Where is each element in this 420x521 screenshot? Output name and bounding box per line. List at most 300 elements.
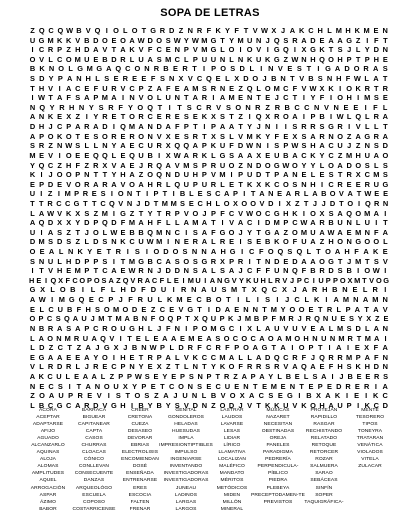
grid-letter: Q	[365, 198, 371, 208]
word-item: LIDIAR	[223, 436, 241, 442]
grid-letter: E	[354, 391, 360, 401]
grid-letter: Q	[291, 266, 298, 276]
grid-letter: T	[174, 362, 180, 372]
grid-letter: A	[337, 35, 343, 45]
grid-letter: X	[66, 112, 72, 122]
grid-letter: Y	[265, 131, 271, 141]
grid-letter: B	[38, 400, 45, 410]
grid-letter: P	[211, 64, 217, 74]
grid-letter: M	[228, 93, 235, 103]
grid-letter: D	[256, 170, 262, 180]
grid-letter: U	[147, 141, 153, 151]
word-item: FRENAR	[129, 506, 151, 512]
grid-letter: R	[156, 141, 162, 151]
grid-letter: V	[299, 74, 305, 84]
grid-letter: L	[225, 74, 230, 84]
grid-letter: I	[112, 122, 115, 132]
grid-letter: P	[118, 371, 124, 381]
grid-letter: J	[202, 208, 207, 218]
grid-letter: N	[328, 131, 334, 141]
grid-letter: A	[108, 275, 114, 285]
grid-letter: M	[246, 131, 253, 141]
grid-letter: B	[66, 304, 73, 314]
grid-letter: N	[313, 102, 320, 112]
grid-letter: S	[30, 141, 35, 151]
grid-letter: H	[120, 400, 126, 410]
grid-letter: E	[153, 371, 159, 381]
grid-letter: Q	[319, 352, 325, 362]
grid-letter: D	[156, 122, 162, 132]
grid-letter: T	[316, 247, 321, 257]
grid-letter: I	[185, 323, 188, 333]
grid-letter: J	[347, 45, 352, 55]
grid-letter: R	[292, 352, 298, 362]
grid-letter: I	[320, 179, 324, 189]
grid-letter: T	[256, 256, 261, 266]
grid-letter: I	[221, 218, 224, 228]
grid-letter: E	[319, 362, 325, 372]
grid-letter: P	[250, 371, 256, 381]
grid-letter: T	[374, 83, 379, 93]
grid-letter: E	[346, 179, 352, 189]
grid-letter: Z	[66, 45, 71, 55]
grid-letter: W	[191, 35, 199, 45]
grid-letter: A	[319, 227, 325, 237]
grid-letter: F	[159, 275, 165, 285]
grid-letter: L	[303, 189, 309, 199]
grid-letter: K	[29, 170, 36, 180]
grid-letter: K	[201, 150, 208, 160]
grid-letter: D	[310, 35, 316, 45]
grid-letter: Z	[238, 112, 243, 122]
grid-letter: Q	[147, 102, 153, 112]
grid-row	[28, 228, 390, 238]
grid-letter: T	[48, 93, 53, 103]
grid-letter: A	[333, 295, 339, 305]
grid-letter: N	[346, 218, 352, 228]
grid-letter: T	[337, 256, 343, 266]
grid-letter: W	[327, 227, 335, 237]
grid-letter: V	[210, 170, 216, 180]
grid-letter: A	[124, 314, 130, 324]
grid-letter: V	[138, 93, 144, 103]
grid-letter: E	[355, 179, 361, 189]
grid-letter: S	[93, 131, 99, 141]
grid-letter: U	[113, 381, 119, 391]
grid-letter: N	[301, 54, 307, 64]
grid-letter: M	[219, 352, 226, 362]
grid-letter: M	[300, 227, 307, 237]
word-item: LARGOS	[175, 506, 197, 512]
grid-letter: I	[172, 189, 175, 199]
grid-letter: E	[57, 112, 63, 122]
grid-letter: A	[259, 189, 265, 199]
word-item: ENCOMIENDAN	[121, 457, 159, 463]
grid-letter: L	[75, 362, 80, 372]
grid-letter: H	[147, 218, 153, 228]
grid-letter: W	[38, 295, 46, 305]
grid-letter: N	[29, 381, 36, 391]
word-item: MILLÓN	[222, 499, 242, 505]
grid-letter: Y	[183, 35, 189, 45]
grid-letter: N	[353, 295, 359, 305]
grid-letter: J	[289, 275, 295, 285]
grid-letter: R	[374, 371, 380, 381]
grid-letter: K	[47, 112, 54, 122]
grid-letter: N	[382, 362, 388, 372]
grid-letter: Y	[210, 362, 216, 372]
grid-letter: F	[258, 247, 264, 257]
grid-letter: L	[189, 189, 194, 199]
grid-letter: E	[120, 131, 126, 141]
grid-letter: A	[301, 35, 307, 45]
grid-letter: J	[321, 198, 326, 208]
grid-letter: U	[201, 54, 208, 64]
grid-letter: O	[117, 189, 124, 199]
word-item: LOCALIZAN	[217, 457, 247, 463]
grid-letter: Z	[154, 391, 159, 401]
grid-letter: V	[118, 198, 124, 208]
grid-letter: X	[165, 150, 171, 160]
grid-letter: N	[329, 333, 336, 343]
grid-letter: D	[111, 54, 117, 64]
grid-letter: H	[206, 198, 212, 208]
grid-letter: R	[374, 198, 380, 208]
grid-letter: I	[85, 112, 88, 122]
grid-letter: Q	[78, 295, 85, 305]
grid-letter: P	[68, 391, 74, 401]
grid-letter: T	[306, 64, 312, 74]
grid-letter: O	[241, 198, 248, 208]
grid-letter: V	[256, 45, 262, 55]
grid-letter: L	[184, 362, 189, 372]
grid-letter: Q	[301, 362, 307, 372]
grid-letter: M	[128, 256, 136, 266]
grid-letter: W	[137, 35, 145, 45]
grid-letter: L	[306, 247, 312, 257]
grid-letter: V	[183, 352, 189, 362]
word-item: OBSTINADAS	[261, 429, 295, 435]
grid-letter: Z	[165, 362, 171, 372]
grid-letter: I	[158, 150, 161, 160]
grid-letter: J	[84, 362, 89, 372]
grid-letter: Z	[66, 227, 71, 237]
grid-letter: R	[77, 391, 83, 401]
grid-letter: E	[173, 275, 179, 285]
grid-letter: R	[47, 45, 54, 55]
grid-letter: R	[181, 285, 187, 295]
grid-letter: T	[193, 122, 198, 132]
grid-letter: K	[38, 371, 44, 381]
word-item: ASPAR	[39, 492, 57, 498]
grid-letter: E	[173, 64, 178, 74]
grid-letter: T	[265, 170, 270, 180]
grid-letter: I	[331, 371, 334, 381]
grid-letter: O	[291, 227, 298, 237]
word-item: INVENTANDO	[169, 464, 203, 470]
grid-letter: I	[257, 218, 260, 228]
grid-letter: X	[292, 131, 298, 141]
grid-letter: B	[306, 391, 312, 401]
grid-letter: Q	[246, 83, 253, 93]
grid-letter: A	[201, 237, 208, 247]
grid-letter: P	[183, 122, 189, 132]
grid-letter: F	[150, 314, 156, 324]
grid-letter: T	[337, 170, 343, 180]
grid-letter: U	[337, 218, 343, 228]
grid-letter: C	[283, 93, 289, 103]
grid-letter: E	[301, 170, 307, 180]
word-item: LAUDOS	[221, 415, 243, 421]
grid-letter: V	[183, 208, 189, 218]
grid-letter: W	[173, 35, 181, 45]
grid-letter: I	[185, 227, 188, 237]
grid-letter: F	[128, 295, 133, 305]
grid-letter: E	[74, 371, 80, 381]
grid-letter: U	[219, 141, 226, 151]
grid-letter: S	[301, 131, 307, 141]
grid-letter: T	[192, 64, 197, 74]
grid-row	[28, 170, 390, 180]
grid-letter: R	[223, 371, 230, 381]
grid-letter: T	[75, 227, 80, 237]
grid-letter: I	[275, 122, 278, 132]
grid-letter: D	[265, 218, 271, 228]
grid-letter: S	[95, 304, 100, 314]
grid-letter: A	[301, 256, 307, 266]
grid-letter: N	[246, 160, 253, 170]
grid-letter: F	[319, 93, 325, 103]
grid-letter: E	[102, 362, 108, 372]
grid-letter: T	[30, 198, 35, 208]
grid-letter: M	[363, 26, 370, 35]
grid-letter: S	[159, 74, 165, 84]
grid-letter: Q	[174, 179, 181, 189]
grid-letter: U	[224, 381, 231, 391]
grid-letter: R	[256, 362, 262, 372]
grid-letter: A	[382, 112, 388, 122]
grid-letter: A	[354, 304, 361, 314]
grid-letter: T	[229, 112, 234, 122]
grid-letter: C	[210, 352, 217, 362]
grid-letter: S	[287, 247, 293, 257]
grid-letter: T	[362, 275, 367, 285]
grid-letter: A	[138, 179, 144, 189]
grid-letter: T	[299, 381, 304, 391]
grid-letter: N	[201, 400, 208, 410]
grid-letter: N	[280, 74, 286, 84]
grid-letter: S	[101, 275, 107, 285]
grid-row	[28, 237, 390, 247]
grid-letter: X	[256, 150, 262, 160]
grid-letter: C	[292, 218, 298, 228]
grid-letter: M	[273, 83, 280, 93]
grid-letter: P	[84, 256, 90, 266]
grid-letter: O	[220, 64, 226, 74]
grid-letter: T	[93, 170, 99, 180]
grid-letter: Q	[296, 247, 303, 257]
grid-letter: P	[308, 343, 314, 353]
grid-letter: S	[221, 285, 227, 295]
grid-letter: T	[136, 189, 141, 199]
grid-letter: B	[147, 256, 153, 266]
grid-letter: I	[302, 208, 305, 218]
word-item: INVESTIGADORAS	[163, 478, 209, 484]
grid-letter: A	[382, 381, 388, 391]
grid-letter: E	[374, 189, 380, 199]
grid-letter: E	[88, 295, 94, 305]
grid-letter: R	[122, 74, 128, 84]
grid-letter: E	[197, 333, 203, 343]
grid-letter: R	[59, 102, 65, 112]
grid-letter: R	[319, 266, 325, 276]
grid-letter: N	[191, 285, 197, 295]
grid-letter: O	[264, 160, 271, 170]
grid-letter: T	[120, 256, 126, 266]
grid-letter: M	[156, 227, 163, 237]
grid-letter: T	[141, 26, 147, 35]
grid-letter: S	[98, 102, 104, 112]
grid-letter: T	[107, 314, 113, 324]
grid-letter: E	[188, 198, 194, 208]
grid-letter: B	[70, 285, 76, 295]
word-item: PIEDRA	[268, 478, 288, 484]
grid-letter: X	[315, 391, 321, 401]
grid-letter: H	[364, 362, 370, 372]
grid-letter: J	[118, 295, 123, 305]
grid-letter: U	[84, 54, 90, 64]
grid-letter: F	[292, 237, 298, 247]
grid-letter: U	[274, 323, 280, 333]
grid-letter: E	[174, 131, 180, 141]
grid-letter: X	[301, 45, 307, 55]
grid-letter: O	[282, 179, 289, 189]
grid-letter: E	[129, 141, 135, 151]
grid-letter: A	[66, 74, 73, 84]
grid-letter: X	[210, 112, 216, 122]
grid-letter: O	[319, 256, 325, 266]
grid-letter: H	[303, 333, 309, 343]
grid-letter: C	[228, 208, 235, 218]
word-item: CONSECUENTE	[74, 471, 114, 477]
grid-letter: T	[184, 93, 189, 103]
grid-letter: C	[258, 391, 264, 401]
grid-letter: L	[268, 275, 273, 285]
grid-letter: D	[84, 45, 90, 55]
grid-letter: M	[364, 333, 371, 343]
grid-letter: J	[237, 314, 242, 324]
word-item: AGUADO	[37, 436, 59, 442]
grid-row	[28, 343, 390, 353]
grid-letter: Q	[38, 160, 45, 170]
grid-letter: T	[226, 295, 231, 305]
grid-letter: G	[129, 323, 135, 333]
grid-letter: J	[48, 122, 53, 132]
grid-letter: G	[261, 343, 268, 353]
grid-letter: Y	[165, 400, 171, 410]
grid-letter: X	[347, 275, 353, 285]
grid-letter: B	[29, 64, 36, 74]
grid-letter: E	[66, 266, 72, 276]
grid-letter: A	[38, 333, 44, 343]
grid-letter: O	[229, 391, 236, 401]
grid-letter: R	[47, 323, 54, 333]
word-item: CAPTA	[85, 429, 103, 435]
grid-letter: Q	[205, 74, 212, 84]
grid-letter: A	[382, 131, 388, 141]
grid-letter: W	[246, 208, 254, 218]
grid-letter: V	[156, 131, 162, 141]
grid-letter: A	[259, 333, 265, 343]
grid-letter: M	[355, 256, 362, 266]
grid-letter: A	[56, 323, 63, 333]
grid-letter: A	[129, 35, 135, 45]
grid-letter: R	[372, 285, 378, 295]
grid-letter: G	[219, 150, 226, 160]
grid-letter: O	[223, 198, 230, 208]
grid-letter: E	[287, 64, 293, 74]
grid-letter: C	[249, 247, 255, 257]
grid-letter: L	[238, 352, 243, 362]
grid-letter: J	[123, 343, 128, 353]
grid-letter: N	[256, 35, 262, 45]
grid-letter: R	[102, 179, 108, 189]
grid-row	[28, 314, 390, 324]
grid-letter: S	[57, 227, 63, 237]
grid-letter: A	[183, 83, 189, 93]
grid-letter: R	[219, 237, 226, 247]
grid-letter: N	[147, 122, 153, 132]
grid-letter: X	[366, 314, 372, 324]
grid-letter: I	[241, 247, 244, 257]
grid-letter: T	[185, 314, 190, 324]
grid-letter: R	[319, 131, 325, 141]
grid-letter: L	[84, 141, 90, 151]
grid-letter: A	[29, 131, 36, 141]
grid-letter: H	[120, 285, 126, 295]
grid-letter: N	[126, 189, 133, 199]
grid-letter: C	[169, 381, 175, 391]
grid-letter: V	[301, 83, 307, 93]
grid-letter: Z	[211, 400, 216, 410]
grid-letter: V	[277, 64, 283, 74]
grid-letter: A	[75, 323, 81, 333]
grid-letter: T	[39, 266, 44, 276]
grid-letter: N	[346, 237, 352, 247]
word-item: BIGUEAR	[82, 415, 106, 421]
grid-letter: X	[232, 198, 238, 208]
grid-letter: R	[102, 112, 108, 122]
grid-letter: Y	[319, 150, 325, 160]
grid-letter: D	[93, 35, 99, 45]
grid-letter: U	[120, 323, 126, 333]
grid-letter: S	[229, 150, 234, 160]
word-item: SINFÍN	[315, 485, 333, 491]
grid-letter: G	[229, 247, 236, 257]
grid-letter: N	[197, 371, 203, 381]
grid-letter: W	[110, 227, 118, 237]
grid-letter: C	[250, 333, 256, 343]
grid-letter: I	[112, 256, 115, 266]
grid-letter: P	[364, 54, 370, 64]
word-column	[74, 407, 114, 513]
grid-letter: G	[187, 304, 194, 314]
grid-row	[28, 189, 390, 199]
grid-letter: T	[355, 54, 361, 64]
grid-letter: Q	[261, 285, 268, 295]
grid-letter: V	[120, 83, 126, 93]
grid-letter: C	[102, 266, 108, 276]
